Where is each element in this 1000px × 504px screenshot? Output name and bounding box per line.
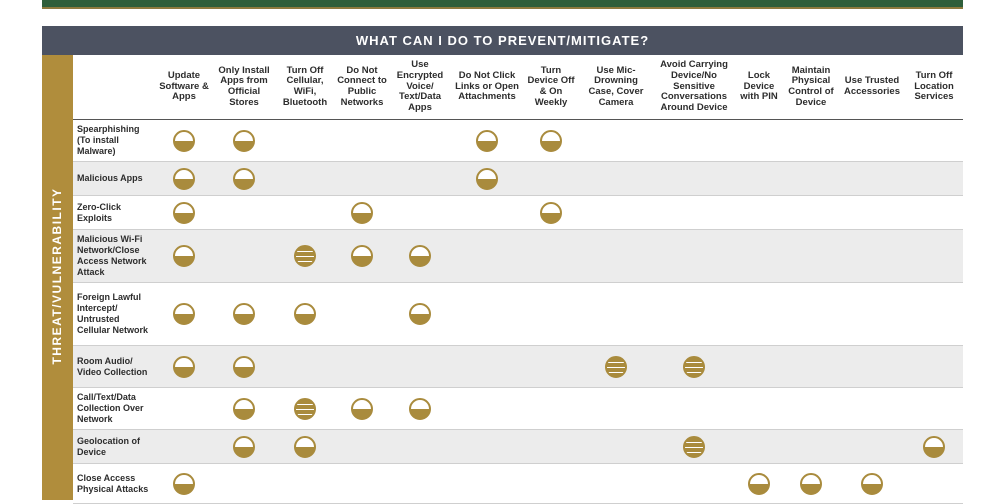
partial-mitigation-icon: [351, 202, 373, 224]
partial-mitigation-icon: [233, 436, 255, 458]
matrix-cell: [839, 464, 905, 504]
matrix-cell: [335, 464, 389, 504]
matrix-cell: [783, 230, 839, 283]
matrix-cell: [389, 120, 451, 162]
partial-mitigation-icon: [409, 303, 431, 325]
column-header: Do Not Connect to Public Networks: [335, 55, 389, 120]
matrix-cell: [213, 346, 275, 388]
matrix-cell: [451, 430, 523, 464]
partial-mitigation-icon: [173, 130, 195, 152]
matrix-cell: [735, 120, 783, 162]
matrix-cell: [735, 283, 783, 346]
matrix-cell: [839, 196, 905, 230]
column-header: Use Mic-Drowning Case, Cover Camera: [579, 55, 653, 120]
matrix-cell: [905, 120, 963, 162]
partial-mitigation-icon: [173, 303, 195, 325]
column-header: Only Install Apps from Official Stores: [213, 55, 275, 120]
matrix-cell: [523, 230, 579, 283]
matrix-cell: [653, 196, 735, 230]
matrix-cell: [155, 162, 213, 196]
matrix-cell: [839, 230, 905, 283]
matrix-cell: [451, 283, 523, 346]
matrix-cell: [905, 346, 963, 388]
matrix-cell: [579, 430, 653, 464]
matrix-cell: [335, 283, 389, 346]
matrix-cell: [213, 120, 275, 162]
matrix-cell: [155, 464, 213, 504]
matrix-cell: [389, 464, 451, 504]
partial-mitigation-icon: [540, 202, 562, 224]
matrix-cell: [783, 283, 839, 346]
table-row: [73, 196, 963, 230]
matrix-cell: [451, 464, 523, 504]
matrix-cell: [335, 346, 389, 388]
partial-mitigation-icon: [351, 398, 373, 420]
column-header: Maintain Physical Control of Device: [783, 55, 839, 120]
matrix-cell: [451, 162, 523, 196]
partial-mitigation-icon: [409, 398, 431, 420]
partial-mitigation-icon: [173, 202, 195, 224]
full-mitigation-icon: [605, 356, 627, 378]
column-header: Use Trusted Accessories: [839, 55, 905, 120]
matrix-cell: [653, 120, 735, 162]
mitigation-matrix: [73, 55, 963, 504]
matrix-cell: [905, 283, 963, 346]
matrix-cell: [523, 388, 579, 430]
matrix-cell: [213, 464, 275, 504]
matrix-cell: [155, 283, 213, 346]
full-mitigation-icon: [683, 356, 705, 378]
matrix-cell: [389, 283, 451, 346]
matrix-cell: [523, 464, 579, 504]
matrix-cell: [653, 430, 735, 464]
row-label: Call/Text/Data Collection Over Network: [73, 388, 155, 430]
row-label: Room Audio/ Video Collection: [73, 346, 155, 388]
matrix-cell: [783, 196, 839, 230]
matrix-cell: [275, 346, 335, 388]
matrix-cell: [451, 346, 523, 388]
partial-mitigation-icon: [476, 168, 498, 190]
table-row: [73, 283, 963, 346]
matrix-cell: [389, 230, 451, 283]
matrix-cell: [389, 388, 451, 430]
matrix-cell: [579, 162, 653, 196]
matrix-cell: [905, 230, 963, 283]
column-header: Do Not Click Links or Open Attachments: [451, 55, 523, 120]
partial-mitigation-icon: [173, 245, 195, 267]
matrix-cell: [653, 283, 735, 346]
matrix-cell: [275, 283, 335, 346]
table-row: [73, 346, 963, 388]
matrix-cell: [155, 230, 213, 283]
matrix-cell: [839, 430, 905, 464]
column-header: Avoid Carrying Device/No Sensitive Conversations Around Device: [653, 55, 735, 120]
matrix-cell: [783, 346, 839, 388]
partial-mitigation-icon: [861, 473, 883, 495]
column-header: Lock Device with PIN: [735, 55, 783, 120]
matrix-cell: [653, 162, 735, 196]
matrix-cell: [783, 464, 839, 504]
matrix-cell: [451, 230, 523, 283]
section-title: WHAT CAN I DO TO PREVENT/MITIGATE?: [42, 26, 963, 55]
partial-mitigation-icon: [800, 473, 822, 495]
row-label: Close Access Physical Attacks: [73, 464, 155, 504]
partial-mitigation-icon: [923, 436, 945, 458]
matrix-cell: [653, 346, 735, 388]
matrix-cell: [839, 120, 905, 162]
matrix-cell: [389, 162, 451, 196]
corner-cell: [73, 55, 155, 120]
table-row: [73, 430, 963, 464]
matrix-cell: [275, 430, 335, 464]
matrix-cell: [783, 162, 839, 196]
matrix-cell: [335, 430, 389, 464]
matrix-cell: [523, 346, 579, 388]
matrix-cell: [335, 162, 389, 196]
row-label: Foreign Lawful Intercept/ Untrusted Cellular Network: [73, 283, 155, 346]
matrix-cell: [905, 464, 963, 504]
column-header: Use Encrypted Voice/ Text/Data Apps: [389, 55, 451, 120]
matrix-cell: [523, 162, 579, 196]
matrix-cell: [213, 196, 275, 230]
matrix-cell: [735, 162, 783, 196]
matrix-cell: [213, 283, 275, 346]
matrix-cell: [213, 162, 275, 196]
matrix-cell: [579, 120, 653, 162]
row-label: Zero-Click Exploits: [73, 196, 155, 230]
header-row: [73, 55, 963, 120]
matrix-cell: [155, 388, 213, 430]
partial-mitigation-icon: [540, 130, 562, 152]
table-row: [73, 388, 963, 430]
matrix-cell: [389, 196, 451, 230]
matrix-cell: [389, 430, 451, 464]
full-mitigation-icon: [294, 398, 316, 420]
matrix-cell: [905, 162, 963, 196]
matrix-cell: [653, 388, 735, 430]
partial-mitigation-icon: [409, 245, 431, 267]
matrix-cell: [213, 388, 275, 430]
row-label: Malicious Apps: [73, 162, 155, 196]
matrix-cell: [735, 230, 783, 283]
partial-mitigation-icon: [351, 245, 373, 267]
matrix-cell: [735, 346, 783, 388]
matrix-cell: [335, 196, 389, 230]
matrix-cell: [579, 464, 653, 504]
table-row: [73, 162, 963, 196]
column-header: Turn Off Location Services: [905, 55, 963, 120]
partial-mitigation-icon: [173, 168, 195, 190]
matrix-cell: [335, 120, 389, 162]
matrix-cell: [579, 196, 653, 230]
matrix-cell: [213, 230, 275, 283]
table-row: [73, 230, 963, 283]
partial-mitigation-icon: [233, 356, 255, 378]
partial-mitigation-icon: [748, 473, 770, 495]
matrix-cell: [213, 430, 275, 464]
partial-mitigation-icon: [233, 398, 255, 420]
matrix-cell: [389, 346, 451, 388]
matrix-cell: [335, 388, 389, 430]
matrix-cell: [275, 162, 335, 196]
matrix-cell: [905, 388, 963, 430]
matrix-cell: [579, 283, 653, 346]
matrix-cell: [783, 388, 839, 430]
matrix-body: [73, 120, 963, 504]
full-mitigation-icon: [683, 436, 705, 458]
matrix-cell: [155, 120, 213, 162]
matrix-cell: [839, 388, 905, 430]
matrix-cell: [275, 196, 335, 230]
matrix-cell: [783, 430, 839, 464]
matrix-cell: [653, 464, 735, 504]
matrix-cell: [335, 230, 389, 283]
matrix-cell: [275, 388, 335, 430]
partial-mitigation-icon: [173, 473, 195, 495]
matrix-cell: [839, 162, 905, 196]
partial-mitigation-icon: [233, 130, 255, 152]
matrix-cell: [579, 230, 653, 283]
matrix-cell: [523, 196, 579, 230]
row-label: Spearphishing (To install Malware): [73, 120, 155, 162]
partial-mitigation-icon: [294, 436, 316, 458]
column-header: Turn Off Cellular, WiFi, Bluetooth: [275, 55, 335, 120]
column-header: Update Software & Apps: [155, 55, 213, 120]
row-label: Malicious Wi-Fi Network/Close Access Network Attack: [73, 230, 155, 283]
matrix-cell: [275, 120, 335, 162]
partial-mitigation-icon: [233, 303, 255, 325]
table-row: [73, 464, 963, 504]
matrix-cell: [735, 464, 783, 504]
matrix-cell: [451, 388, 523, 430]
matrix-cell: [839, 283, 905, 346]
matrix-cell: [451, 120, 523, 162]
matrix-cell: [523, 283, 579, 346]
partial-mitigation-icon: [294, 303, 316, 325]
matrix-cell: [275, 464, 335, 504]
matrix-cell: [735, 430, 783, 464]
row-label: Geolocation of Device: [73, 430, 155, 464]
matrix-cell: [653, 230, 735, 283]
table-row: [73, 120, 963, 162]
matrix-cell: [155, 430, 213, 464]
partial-mitigation-icon: [173, 356, 195, 378]
matrix-cell: [275, 230, 335, 283]
matrix-cell: [579, 388, 653, 430]
matrix-cell: [783, 120, 839, 162]
partial-mitigation-icon: [233, 168, 255, 190]
matrix-cell: [579, 346, 653, 388]
top-decorative-band: [42, 0, 963, 9]
matrix-cell: [735, 196, 783, 230]
matrix-cell: [839, 346, 905, 388]
matrix-cell: [451, 196, 523, 230]
column-header: Turn Device Off & On Weekly: [523, 55, 579, 120]
matrix-cell: [735, 388, 783, 430]
matrix-cell: [155, 196, 213, 230]
matrix-cell: [905, 196, 963, 230]
matrix-cell: [905, 430, 963, 464]
matrix-cell: [523, 430, 579, 464]
partial-mitigation-icon: [476, 130, 498, 152]
side-label: THREAT/VULNERABILITY: [50, 187, 64, 365]
matrix-cell: [523, 120, 579, 162]
full-mitigation-icon: [294, 245, 316, 267]
matrix-cell: [155, 346, 213, 388]
